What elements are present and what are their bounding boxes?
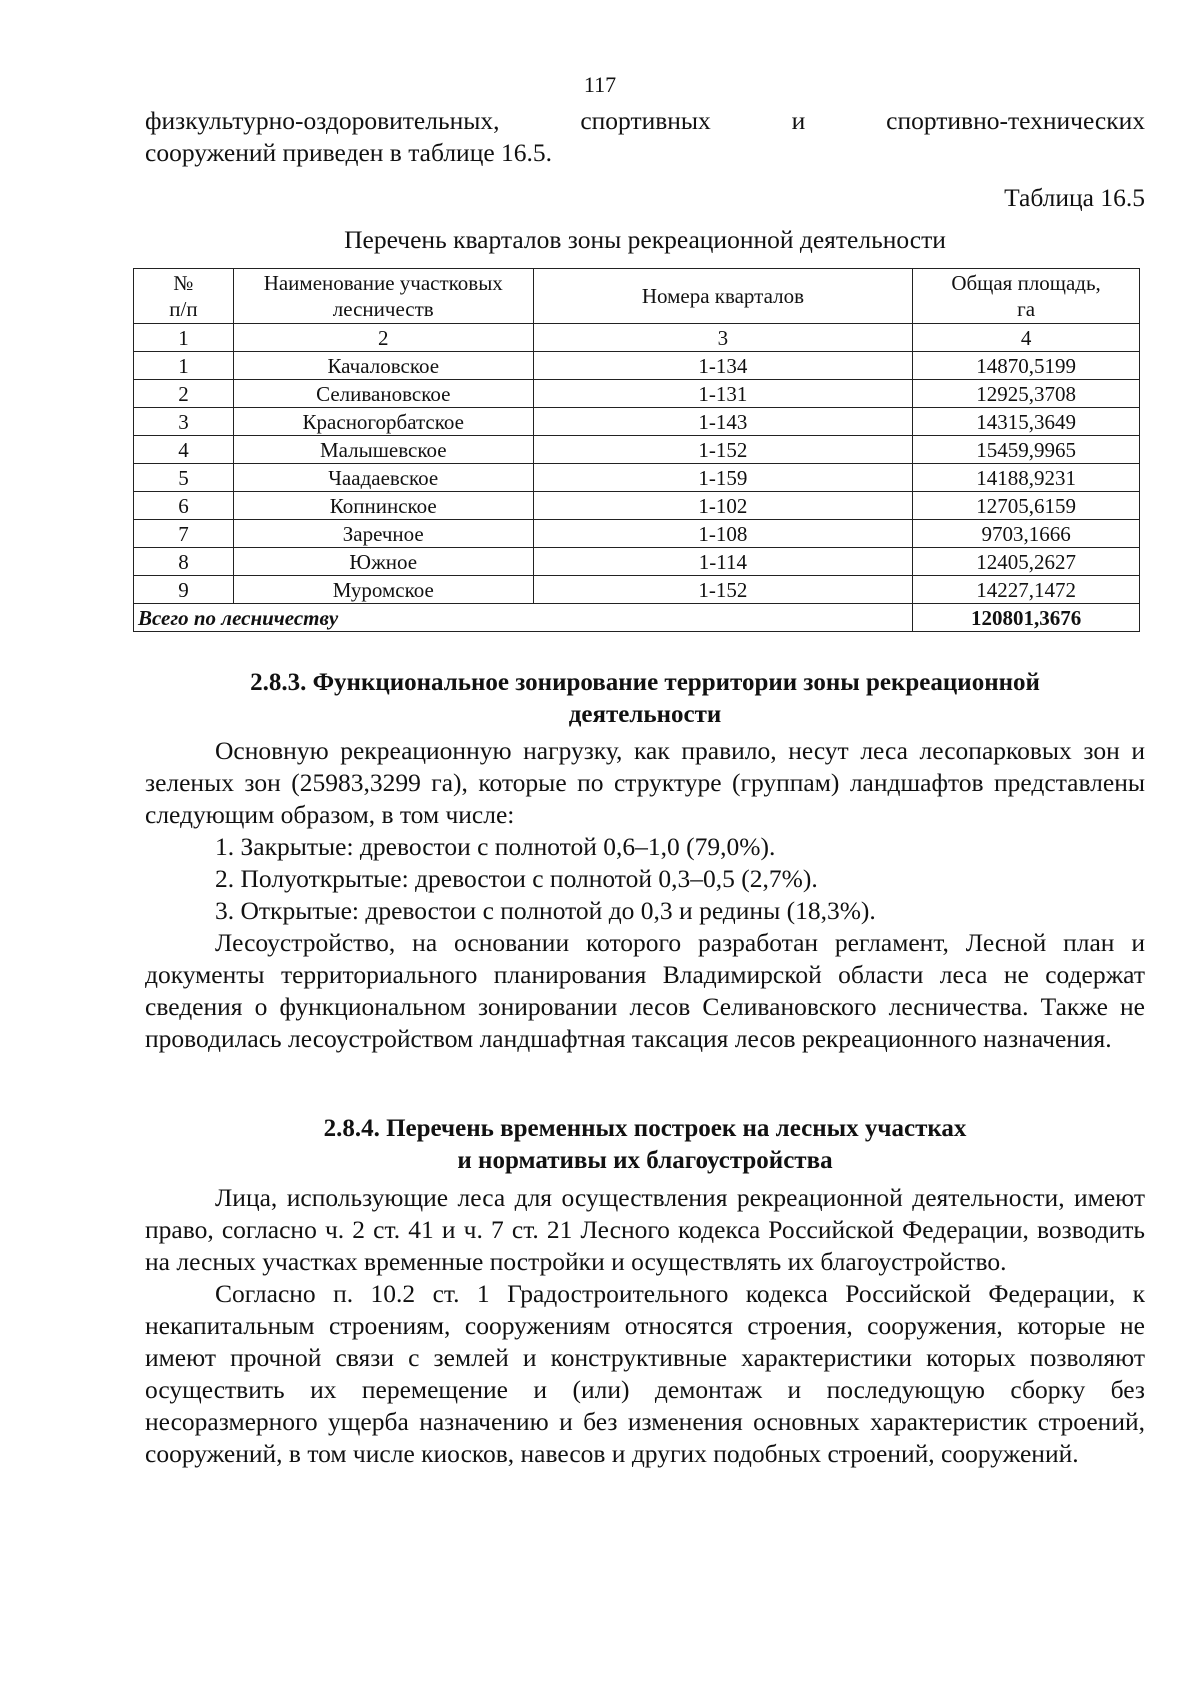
intro-line-1 [145, 105, 1145, 137]
column-number: 2 [233, 324, 533, 352]
row-forestry: Южное [233, 548, 533, 576]
header-forestry-line-1: Наименование участковых [263, 271, 503, 295]
row-index: 9 [134, 576, 234, 604]
header-number [134, 269, 234, 324]
header-number-line-2: п/п [169, 297, 198, 321]
table-row [134, 436, 1140, 464]
row-quarters: 1-131 [533, 380, 913, 408]
column-number: 4 [913, 324, 1140, 352]
row-index: 1 [134, 352, 234, 380]
header-forestry-line-2: лесничеств [332, 297, 434, 321]
list-item: 3. Открытые: древостои с полнотой до 0,3 и редины (18,3%). [215, 896, 876, 925]
header-quarter-numbers: Номера кварталов [533, 269, 913, 324]
column-number: 1 [134, 324, 234, 352]
table-header-row [134, 269, 1140, 324]
intro-word: спортивных [580, 106, 711, 135]
header-area-line-1: Общая площадь, [951, 271, 1101, 295]
row-quarters: 1-114 [533, 548, 913, 576]
row-quarters: 1-152 [533, 436, 913, 464]
row-forestry: Чаадаевское [233, 464, 533, 492]
total-label: Всего по лесничеству [134, 604, 913, 632]
section-heading-line-1: 2.8.4. Перечень временных построек на лесных участках [323, 1115, 967, 1142]
row-area: 12705,6159 [913, 492, 1140, 520]
section-heading-line-1: 2.8.3. Функциональное зонирование территории зоны рекреационной [250, 669, 1040, 696]
table-row [134, 380, 1140, 408]
column-number-row [134, 324, 1140, 352]
section-heading-line-2: и нормативы их благоустройства [457, 1147, 833, 1174]
list-item: 1. Закрытые: древостои с полнотой 0,6–1,0 (79,0%). [215, 832, 776, 861]
row-forestry: Качаловское [233, 352, 533, 380]
row-index: 7 [134, 520, 234, 548]
page-number: 117 [583, 72, 617, 97]
row-quarters: 1-152 [533, 576, 913, 604]
row-forestry: Муромское [233, 576, 533, 604]
row-forestry: Малышевское [233, 436, 533, 464]
table-wrapper [138, 268, 1145, 632]
table-row [134, 408, 1140, 436]
intro-word: спортивно-технических [886, 106, 1146, 135]
table-row [134, 352, 1140, 380]
table-row [134, 520, 1140, 548]
row-area: 12405,2627 [913, 548, 1140, 576]
intro-line-2: сооружений приведен в таблице 16.5. [145, 138, 553, 167]
list-item: 2. Полуоткрытые: древостои с полнотой 0,3–0,5 (2,7%). [215, 864, 818, 893]
section-paragraph: Основную рекреационную нагрузку, как правило, несут леса лесопарковых зон и зеленых зон (25983,3299 га), которые по структуре (группам) ландшафтов представлены следующим образом, в том числе: [145, 736, 1145, 829]
row-area: 9703,1666 [913, 520, 1140, 548]
header-area-line-2: га [1017, 297, 1036, 321]
row-forestry: Красногорбатское [233, 408, 533, 436]
section-heading-line-2: деятельности [568, 701, 722, 728]
row-forestry: Копнинское [233, 492, 533, 520]
intro-word: физкультурно-оздоровительных, [145, 106, 500, 135]
row-index: 5 [134, 464, 234, 492]
section-2-8-4 [145, 1113, 1145, 1470]
recreation-quarters-table [133, 268, 1140, 632]
header-forestry-name [233, 269, 533, 324]
row-area: 14188,9231 [913, 464, 1140, 492]
section-paragraph: Лесоустройство, на основании которого разработан регламент, Лесной план и документы территориального планирования Владимирской области леса не содержат сведения о функциональном зонировании лесов Селивановского лесничества. Также не проводилась лесоустройством ландшафтная таксация лесов рекреационного назначения. [145, 928, 1145, 1053]
section-paragraph: Лица, использующие леса для осуществления рекреационной деятельности, имеют право, согласно ч. 2 ст. 41 и ч. 7 ст. 21 Лесного кодекса Российской Федерации, возводить на лесных участках временные постройки и осуществлять их благоустройство. [145, 1183, 1145, 1276]
column-number: 3 [533, 324, 913, 352]
total-value: 120801,3676 [913, 604, 1140, 632]
table-row [134, 464, 1140, 492]
table-row [134, 548, 1140, 576]
row-area: 15459,9965 [913, 436, 1140, 464]
table-title: Перечень кварталов зоны рекреационной деятельности [344, 225, 946, 254]
row-quarters: 1-108 [533, 520, 913, 548]
row-forestry: Заречное [233, 520, 533, 548]
row-area: 14315,3649 [913, 408, 1140, 436]
table-row [134, 492, 1140, 520]
header-number-line-1: № [173, 271, 194, 295]
row-index: 6 [134, 492, 234, 520]
header-total-area [913, 269, 1140, 324]
section-paragraph: Согласно п. 10.2 ст. 1 Градостроительного кодекса Российской Федерации, к некапитальным строениям, сооружениям относятся строения, сооружения, которые не имеют прочной связи с землей и конструктивные характеристики которых позволяют осуществить их перемещение и (или) демонтаж и последующую сборку без несоразмерного ущерба назначению и без изменения основных характеристик строений, сооружений, в том числе киосков, навесов и других подобных строений, сооружений. [145, 1279, 1145, 1468]
row-forestry: Селивановское [233, 380, 533, 408]
row-quarters: 1-159 [533, 464, 913, 492]
row-area: 14870,5199 [913, 352, 1140, 380]
row-index: 3 [134, 408, 234, 436]
row-area: 14227,1472 [913, 576, 1140, 604]
section-2-8-3 [145, 667, 1145, 1055]
row-index: 4 [134, 436, 234, 464]
table-row [134, 576, 1140, 604]
intro-paragraph [145, 105, 1145, 169]
row-index: 2 [134, 380, 234, 408]
intro-word: и [791, 106, 806, 135]
row-index: 8 [134, 548, 234, 576]
row-area: 12925,3708 [913, 380, 1140, 408]
row-quarters: 1-143 [533, 408, 913, 436]
table-label: Таблица 16.5 [1004, 183, 1145, 212]
table-total-row [134, 604, 1140, 632]
row-quarters: 1-102 [533, 492, 913, 520]
row-quarters: 1-134 [533, 352, 913, 380]
